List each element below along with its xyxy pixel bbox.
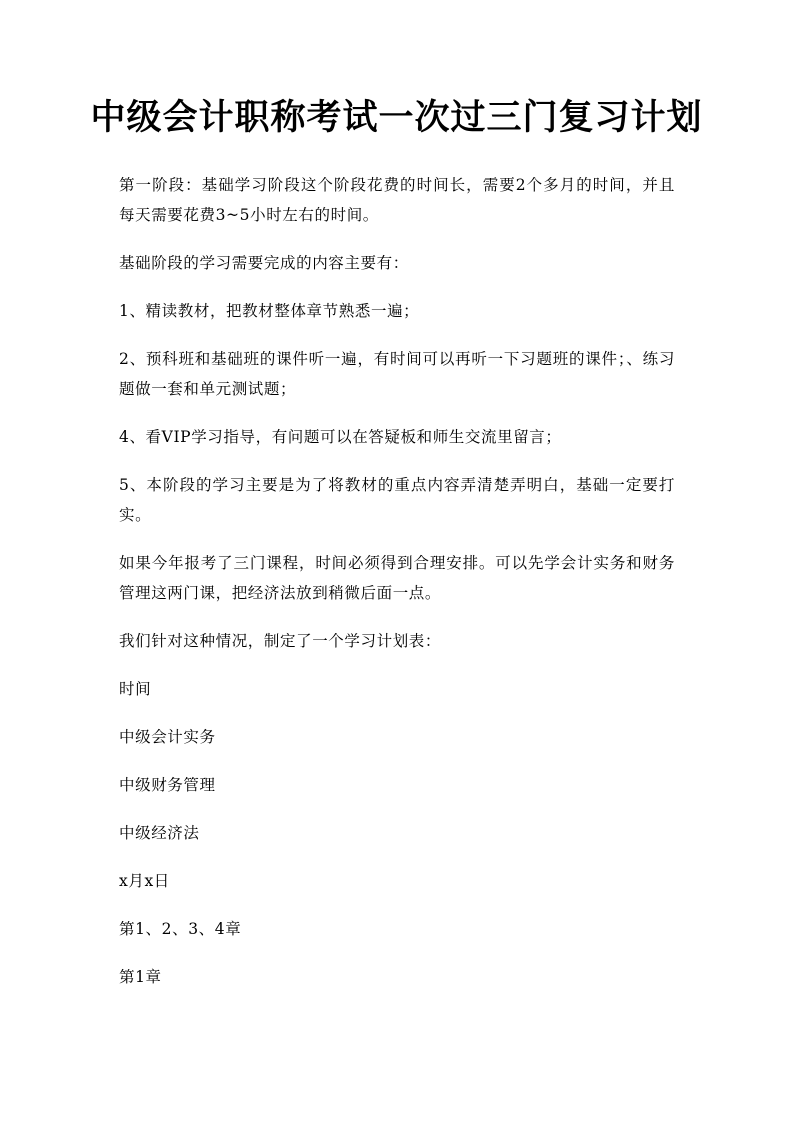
document-title: 中级会计职称考试一次过三门复习计划 bbox=[90, 97, 703, 138]
table-header-accounting-practice: 中级会计实务 bbox=[119, 728, 216, 746]
table-header-financial-management: 中级财务管理 bbox=[119, 776, 216, 794]
list-item-1: 1、精读教材，把教材整体章节熟悉一遍； bbox=[119, 302, 420, 320]
paragraph-three-courses: 如果今年报考了三门课程，时间必须得到合理安排。可以先学会计实务和财务管理这两门课，把经济法放到稍微后面一点。 bbox=[119, 554, 675, 602]
document-body bbox=[119, 170, 675, 1010]
list-item-2: 2、预科班和基础班的课件听一遍，有时间可以再听一下习题班的课件；、练习题做一套和单元测试题； bbox=[119, 350, 675, 398]
list-item-4: 4、看VIP学习指导，有问题可以在答疑板和师生交流里留言； bbox=[119, 428, 562, 446]
table-cell-date: x月x日 bbox=[119, 872, 170, 890]
table-header-time: 时间 bbox=[119, 680, 152, 698]
paragraph-plan-intro: 我们针对这种情况，制定了一个学习计划表： bbox=[119, 632, 442, 650]
paragraph-stage-one: 第一阶段：基础学习阶段这个阶段花费的时间长，需要2个多月的时间，并且每天需要花费3~5小时左右的时间。 bbox=[119, 176, 675, 224]
paragraph-basic-content-intro: 基础阶段的学习需要完成的内容主要有： bbox=[119, 254, 409, 272]
table-cell-chapter-1: 第1章 bbox=[119, 968, 162, 986]
table-cell-chapters-1-4: 第1、2、3、4章 bbox=[119, 920, 242, 938]
list-item-5: 5、本阶段的学习主要是为了将教材的重点内容弄清楚弄明白，基础一定要打实。 bbox=[119, 476, 675, 524]
table-header-economic-law: 中级经济法 bbox=[119, 824, 200, 842]
